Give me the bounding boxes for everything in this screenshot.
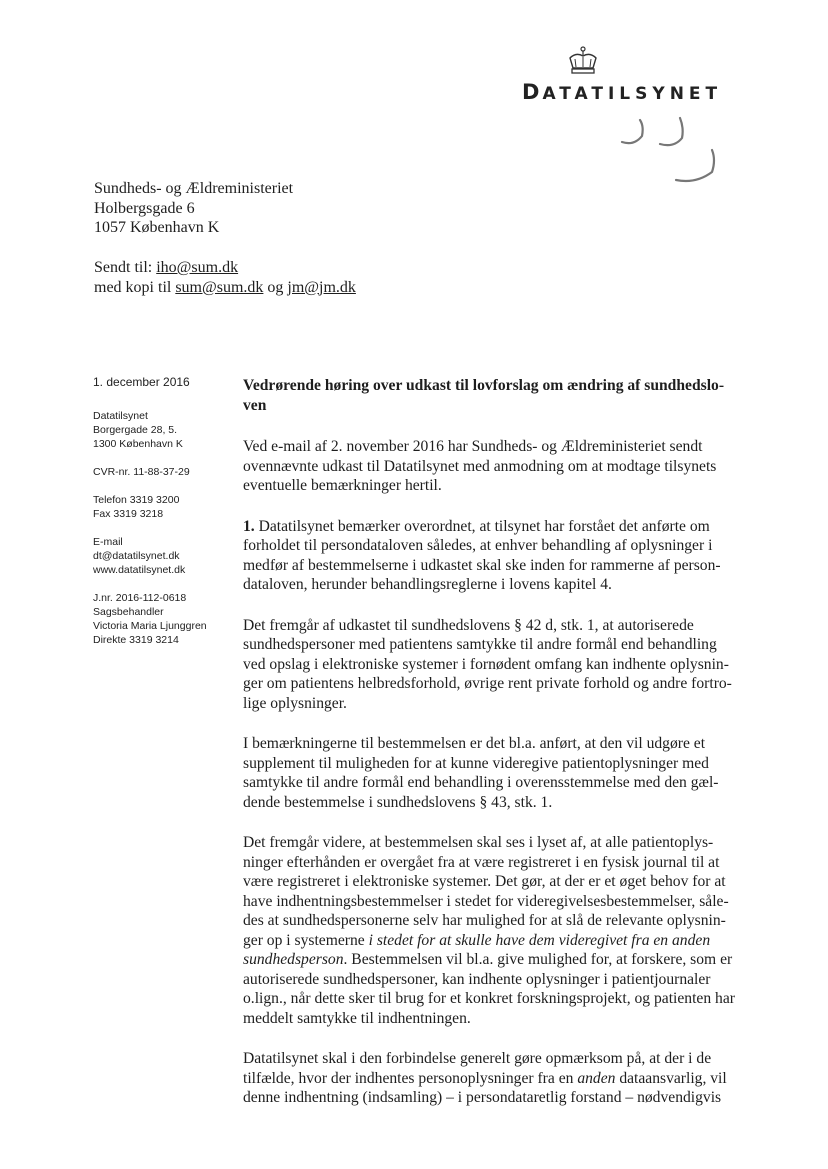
copy-to-label: med kopi til xyxy=(94,278,176,296)
sent-to-block xyxy=(94,258,356,297)
recipient-line: Sundheds- og Ældreministeriet xyxy=(94,180,294,197)
recipient-line: 1057 København K xyxy=(94,219,220,236)
recipient-address xyxy=(94,179,293,238)
journal-number: J.nr. 2016-112-0618 xyxy=(93,592,187,604)
email-link[interactable]: sum@sum.dk xyxy=(175,278,264,296)
case-info xyxy=(93,591,233,647)
email-link[interactable]: iho@sum.dk xyxy=(156,259,239,276)
direct-phone: Direkte 3319 3214 xyxy=(93,634,179,646)
recipient-line: Holbergsgade 6 xyxy=(94,199,195,217)
letter-date: 1. december 2016 xyxy=(93,375,190,389)
sent-to-label: Sendt til: xyxy=(94,259,157,276)
sidebar-info xyxy=(93,375,233,661)
crown-logo-icon xyxy=(566,46,600,76)
letter-heading: Vedrørende høring over udkast til lovforslag om ændring af sundhedslo- ven xyxy=(243,377,725,414)
phone-number: Telefon 3319 3200 xyxy=(93,494,180,506)
paragraph-text: . Bestemmelsen vil bl.a. give mulighed for, at forskere, som er autoriserede sundhedspersoner, kan indhente oplysninger i patientjournaler o.lign., når dette sker til brug for et konkret forskningsprojekt, og patienten har meddelt samtykke til indhentningen. xyxy=(243,951,735,1027)
paragraph: Ved e-mail af 2. november 2016 har Sundheds- og Ældreministeriet sendt ovennævnte udkast til Datatilsynet med anmodning om at modtage tilsynets eventuelle bemærkninger hertil. xyxy=(243,438,717,494)
org-name: Datatilsynet xyxy=(93,410,148,422)
org-city: 1300 København K xyxy=(93,438,183,450)
paragraph xyxy=(243,517,743,595)
cvr-number: CVR-nr. 11-88-37-29 xyxy=(93,466,190,478)
email-link[interactable]: jm@jm.dk xyxy=(287,278,356,296)
sidebar-email[interactable]: dt@datatilsynet.dk xyxy=(93,550,180,562)
handler-name: Victoria Maria Ljunggren xyxy=(93,620,207,632)
fax-number: Fax 3319 3218 xyxy=(93,508,164,520)
org-street: Borgergade 28, 5. xyxy=(93,424,178,436)
paragraph-text: Det fremgår videre, at bestemmelsen skal ses i lyset af, at alle patientoplys- ninger efterhånden er overgået fra at være registreret i en fysisk journal til at være registreret i elektroniske systemer. Det gør, at der er et øget behov for at have indhentningsbestemmelser i stedet for videregivelsesbestemmelser, såle- des at sundhedspersonerne selv har mulighed for at slå de relevante oplysnin- ger op i systemerne xyxy=(243,834,729,949)
letterhead-logo: DATATILSYNET xyxy=(522,80,723,104)
paragraph-italic: i stedet for at skulle have dem videregivet fra en anden sundhedsperson xyxy=(243,931,711,968)
paragraph: Det fremgår af udkastet til sundhedslovens § 42 d, stk. 1, at autoriserede sundhedspersoner med patientens samtykke til andre formål end behandling ved opslag i elektroniske systemer i fornødent omfang kan indhente oplysnin- ger om patientens helbredsforhold, øvrige rent private forhold og andre fortro- lige oplysninger. xyxy=(243,616,732,712)
handwritten-signature xyxy=(612,112,732,192)
section-number: 1. xyxy=(243,517,255,535)
contact-numbers xyxy=(93,493,233,521)
handler-label: Sagsbehandler xyxy=(93,606,164,618)
paragraph xyxy=(243,1049,743,1108)
paragraph-italic: anden xyxy=(577,1069,616,1087)
paragraph: I bemærkningerne til bestemmelsen er det bl.a. anført, at den vil udgøre et supplement til muligheden for at kunne videregive patientoplysninger med samtykke til andre formål end behandling i overensstemmelse med den gæl- dende bestemmelse i sundhedslovens § 43, stk. 1. xyxy=(243,735,719,811)
paragraph xyxy=(243,833,743,1028)
paragraph-text: Datatilsynet bemærker overordnet, at tilsynet har forstået det anførte om forholdet til persondataloven således, at enhver behandling af oplysninger i medfør af bestemmelserne i udkastet skal ske inden for rammerne af person- dataloven, herunder behandlingsreglerne i lovens kapitel 4. xyxy=(243,517,721,593)
sidebar-website[interactable]: www.datatilsynet.dk xyxy=(93,564,186,576)
conjunction-text: og xyxy=(263,278,288,296)
online-contact xyxy=(93,535,233,577)
paragraph-text: dataansvarlig, vil denne indhentning (indsamling) – i persondataretlig forstand – nødvendigvis xyxy=(243,1069,727,1106)
paragraph-text: Datatilsynet skal i den forbindelse generelt gøre opmærksom på, at der i de tilfælde, hvor der indhentes personoplysninger fra en xyxy=(243,1050,712,1087)
email-label: E-mail xyxy=(93,536,123,548)
letter-body xyxy=(243,376,743,1129)
org-address xyxy=(93,409,233,451)
